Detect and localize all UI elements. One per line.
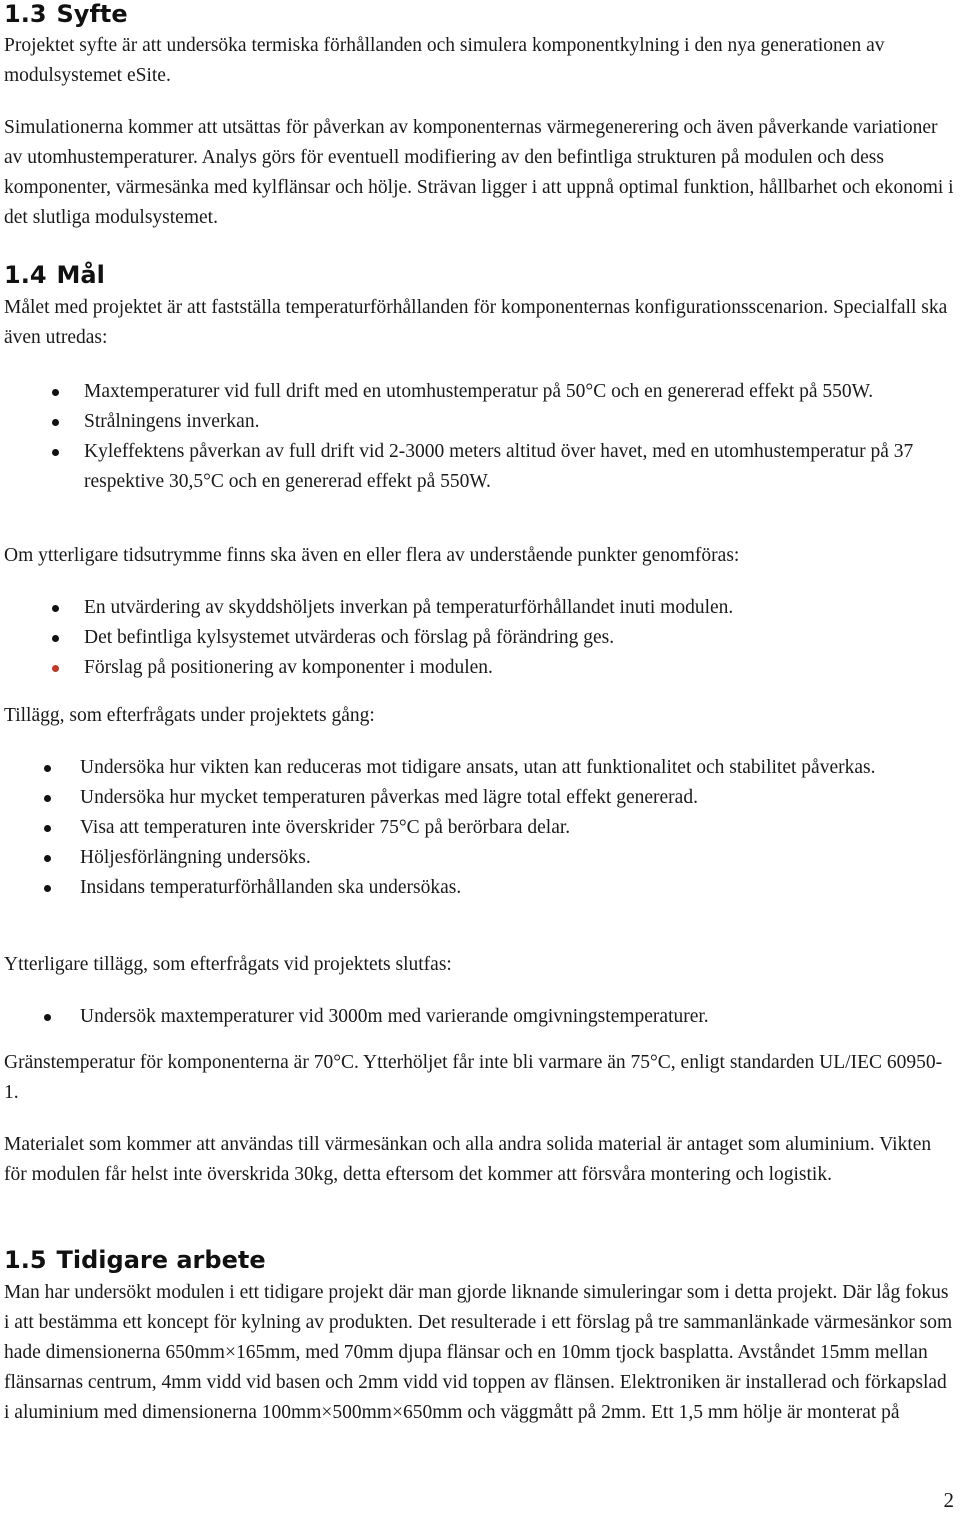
section-heading-1-5: 1.5 Tidigare arbete [4,1246,266,1274]
list-item: Förslag på positionering av komponenter i modulen. [0,653,956,683]
list-item: En utvärdering av skyddshöljets inverkan på temperaturförhållandet inuti modulen. [0,593,956,623]
section-heading-1-3: 1.3 Syfte [4,0,128,28]
paragraph-syfte-intro: Projektet syfte är att undersöka termiska förhållanden och simulera komponentkylning i den nya generationen av modulsystemet eSite. [4,35,885,86]
bullet-icon [52,389,59,396]
list-item: Höljesförlängning undersöks. [0,843,956,873]
bullet-icon [44,885,51,892]
bullet-icon [44,765,51,772]
list-item: Kyleffektens påverkan av full drift vid 2-3000 meters altitud över havet, med en utomhustemperatur på 37 respektive 30,5°C och en genererad effekt på 550W. [0,437,956,497]
list-special-cases [0,377,956,497]
paragraph-additions-intro: Tillägg, som efterfrågats under projektets gång: [4,705,375,726]
list-item: Det befintliga kylsystemet utvärderas och förslag på förändring ges. [0,623,956,653]
section-heading-1-4: 1.4 Mål [4,261,105,289]
paragraph-mal-intro: Målet med projektet är att fastställa temperaturförhållanden för komponenternas konfigurationsscenarion. Specialfall ska även utredas: [4,297,948,348]
bullet-icon [44,1014,51,1021]
paragraph-material: Materialet som kommer att användas till värmesänkan och alla andra solida material är antaget som aluminium. Vikten för modulen får helst inte överskrida 30kg, detta eftersom det kommer att försvåra montering och logistik. [4,1134,932,1185]
paragraph-syfte-simulation: Simulationerna kommer att utsättas för påverkan av komponenternas värmegenerering och även påverkande variationer av utomhustemperaturer. Analys görs för eventuell modifiering av den befintliga strukturen på modulen och dess komponenter, värmesänka med kylflänsar och hölje. Strävan ligger i att uppnå optimal funktion, hållbarhet och ekonomi i det slutliga modulsystemet. [4,117,954,228]
bullet-icon [44,795,51,802]
list-additions [0,753,956,903]
page-number: 2 [943,1488,954,1512]
bullet-icon [52,605,59,612]
bullet-icon [52,419,59,426]
list-item: Visa att temperaturen inte överskrider 75°C på berörbara delar. [0,813,956,843]
bullet-icon [52,449,59,456]
list-item: Insidans temperaturförhållanden ska undersökas. [0,873,956,903]
list-item: Undersöka hur mycket temperaturen påverkas med lägre total effekt genererad. [0,783,956,813]
bullet-icon [44,855,51,862]
list-item: Undersöka hur vikten kan reduceras mot tidigare ansats, utan att funktionalitet och stabilitet påverkas. [0,753,956,783]
paragraph-final-additions-intro: Ytterligare tillägg, som efterfrågats vid projektets slutfas: [4,954,452,975]
paragraph-previous-work: Man har undersökt modulen i ett tidigare projekt där man gjorde liknande simuleringar som i detta projekt. Där låg fokus i att bestämma ett koncept för kylning av produkten. Det resulterade i ett förslag på tre sammanlänkade värmesänkor som hade dimensionerna 650mm×165mm, med 70mm djupa flänsar och en 10mm tjock basplatta. Avståndet 15mm mellan flänsarnas centrum, 4mm vidd vid basen och 2mm vidd vid toppen av flänsen. Elektroniken är installerad och förkapslad i aluminium med dimensionerna 100mm×500mm×650mm och väggmått på 2mm. Ett 1,5 mm hölje är monterat på [4,1282,953,1423]
paragraph-optional-intro: Om ytterligare tidsutrymme finns ska även en eller flera av understående punkter genomföras: [4,545,740,566]
bullet-icon [52,635,59,642]
bullet-icon [44,825,51,832]
list-optional [0,593,956,683]
bullet-icon [52,665,59,672]
list-item: Maxtemperaturer vid full drift med en utomhustemperatur på 50°C och en genererad effekt på 550W. [0,377,956,407]
list-item: Strålningens inverkan. [0,407,956,437]
list-item: Undersök maxtemperaturer vid 3000m med varierande omgivningstemperaturer. [0,1002,956,1032]
paragraph-limit-temperature: Gränstemperatur för komponenterna är 70°C. Ytterhöljet får inte bli varmare än 75°C, enligt standarden UL/IEC 60950-1. [4,1052,943,1103]
list-final-additions [0,1002,956,1032]
